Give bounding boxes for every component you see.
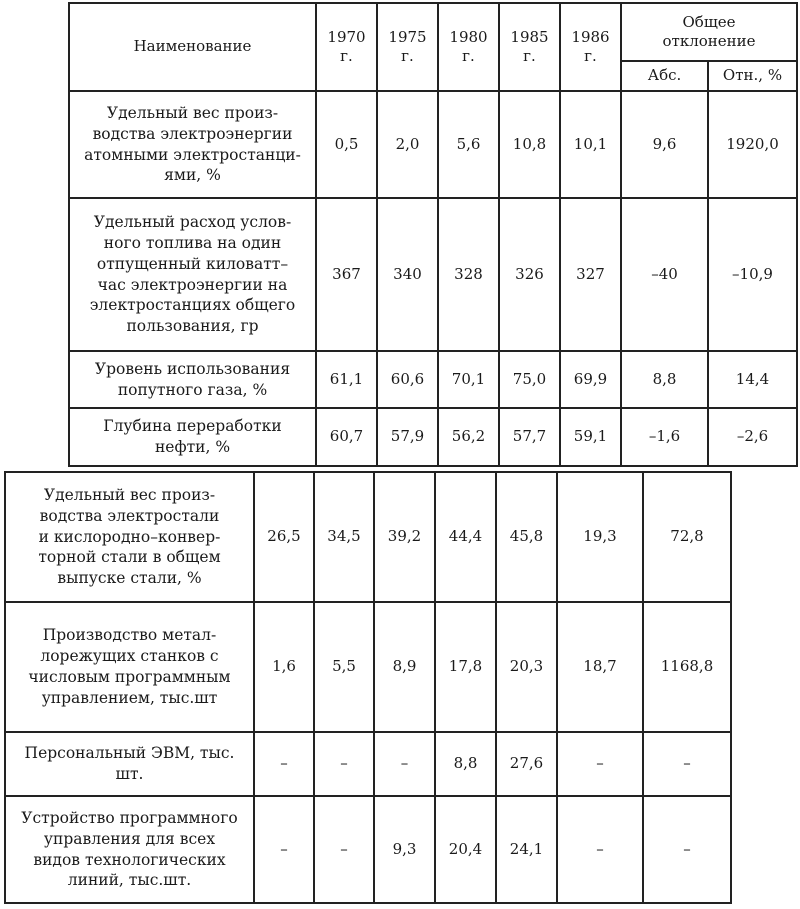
table-cell: 5,5 [314, 602, 374, 732]
table-row [5, 602, 731, 732]
table-cell: 20,3 [496, 602, 557, 732]
header-year-1986: 1986 г. [560, 3, 621, 91]
table-cell: –10,9 [708, 198, 797, 351]
table-cell: 10,1 [560, 91, 621, 198]
row-label: Уровень использования попутного газа, % [69, 351, 316, 408]
table-cell: 10,8 [499, 91, 560, 198]
table-cell: 69,9 [560, 351, 621, 408]
table-cell: 1,6 [254, 602, 314, 732]
header-year-1980: 1980 г. [438, 3, 499, 91]
table-cell: 34,5 [314, 472, 374, 602]
table-cell: 72,8 [643, 472, 731, 602]
table-cell: – [643, 732, 731, 796]
table-cell: 75,0 [499, 351, 560, 408]
table-cell: 14,4 [708, 351, 797, 408]
table-cell: 24,1 [496, 796, 557, 903]
table-cell: –1,6 [621, 408, 708, 466]
table-cell: 60,7 [316, 408, 377, 466]
table-cell: 19,3 [557, 472, 643, 602]
table-cell: 8,8 [621, 351, 708, 408]
table-cell: 327 [560, 198, 621, 351]
table-cell: 26,5 [254, 472, 314, 602]
table-row [69, 408, 797, 466]
table-cell: 9,3 [374, 796, 435, 903]
row-label: Устройство программного управления для всех видов технологических линий, тыс.шт. [5, 796, 254, 903]
header-year-1970: 1970 г. [316, 3, 377, 91]
header-year-1975: 1975 г. [377, 3, 438, 91]
table-top [68, 2, 798, 467]
table-cell: 0,5 [316, 91, 377, 198]
table-cell: 17,8 [435, 602, 496, 732]
table-cell: 27,6 [496, 732, 557, 796]
table-cell: 1920,0 [708, 91, 797, 198]
table-cell: 1168,8 [643, 602, 731, 732]
table-cell: 2,0 [377, 91, 438, 198]
table-row [69, 198, 797, 351]
header-rel: Отн., % [708, 61, 797, 91]
table-cell: 18,7 [557, 602, 643, 732]
table-cell: 8,8 [435, 732, 496, 796]
table-cell: – [254, 732, 314, 796]
table-row [5, 472, 731, 602]
table-cell: 59,1 [560, 408, 621, 466]
table-cell: 367 [316, 198, 377, 351]
header-abs: Абс. [621, 61, 708, 91]
row-label: Удельный вес произ- водства электроэнергии атомными электростанци- ями, % [69, 91, 316, 198]
table-cell: 70,1 [438, 351, 499, 408]
table-cell: – [557, 732, 643, 796]
table-cell: – [557, 796, 643, 903]
table-cell: 57,9 [377, 408, 438, 466]
row-label: Удельный вес произ- водства электростали и кислородно–конвер- торной стали в общем выпуске стали, % [5, 472, 254, 602]
table-cell: 61,1 [316, 351, 377, 408]
table-cell: 39,2 [374, 472, 435, 602]
table-cell: – [254, 796, 314, 903]
table-row [5, 732, 731, 796]
table-cell: 57,7 [499, 408, 560, 466]
row-label: Глубина переработки нефти, % [69, 408, 316, 466]
table-cell: 56,2 [438, 408, 499, 466]
table-row [69, 351, 797, 408]
table-cell: 9,6 [621, 91, 708, 198]
table-cell: 340 [377, 198, 438, 351]
table-row [5, 796, 731, 903]
table-cell: – [314, 796, 374, 903]
table-cell: 328 [438, 198, 499, 351]
table-cell: 326 [499, 198, 560, 351]
table-bottom [4, 471, 732, 904]
table-cell: –2,6 [708, 408, 797, 466]
table-cell: 20,4 [435, 796, 496, 903]
header-year-1985: 1985 г. [499, 3, 560, 91]
table-cell: 5,6 [438, 91, 499, 198]
table-cell: – [374, 732, 435, 796]
row-label: Персональный ЭВМ, тыс. шт. [5, 732, 254, 796]
table-row [69, 91, 797, 198]
row-label: Производство метал- лорежущих станков с числовым программным управлением, тыс.шт [5, 602, 254, 732]
header-name: Наименование [69, 3, 316, 91]
table-cell: –40 [621, 198, 708, 351]
table-cell: 45,8 [496, 472, 557, 602]
table-cell: – [314, 732, 374, 796]
table-cell: 44,4 [435, 472, 496, 602]
table-cell: – [643, 796, 731, 903]
table-cell: 8,9 [374, 602, 435, 732]
table-cell: 60,6 [377, 351, 438, 408]
row-label: Удельный расход услов- ного топлива на один отпущенный киловатт– час электроэнергии на электростанциях общего пользования, гр [69, 198, 316, 351]
header-deviation: Общее отклонение [621, 3, 797, 61]
